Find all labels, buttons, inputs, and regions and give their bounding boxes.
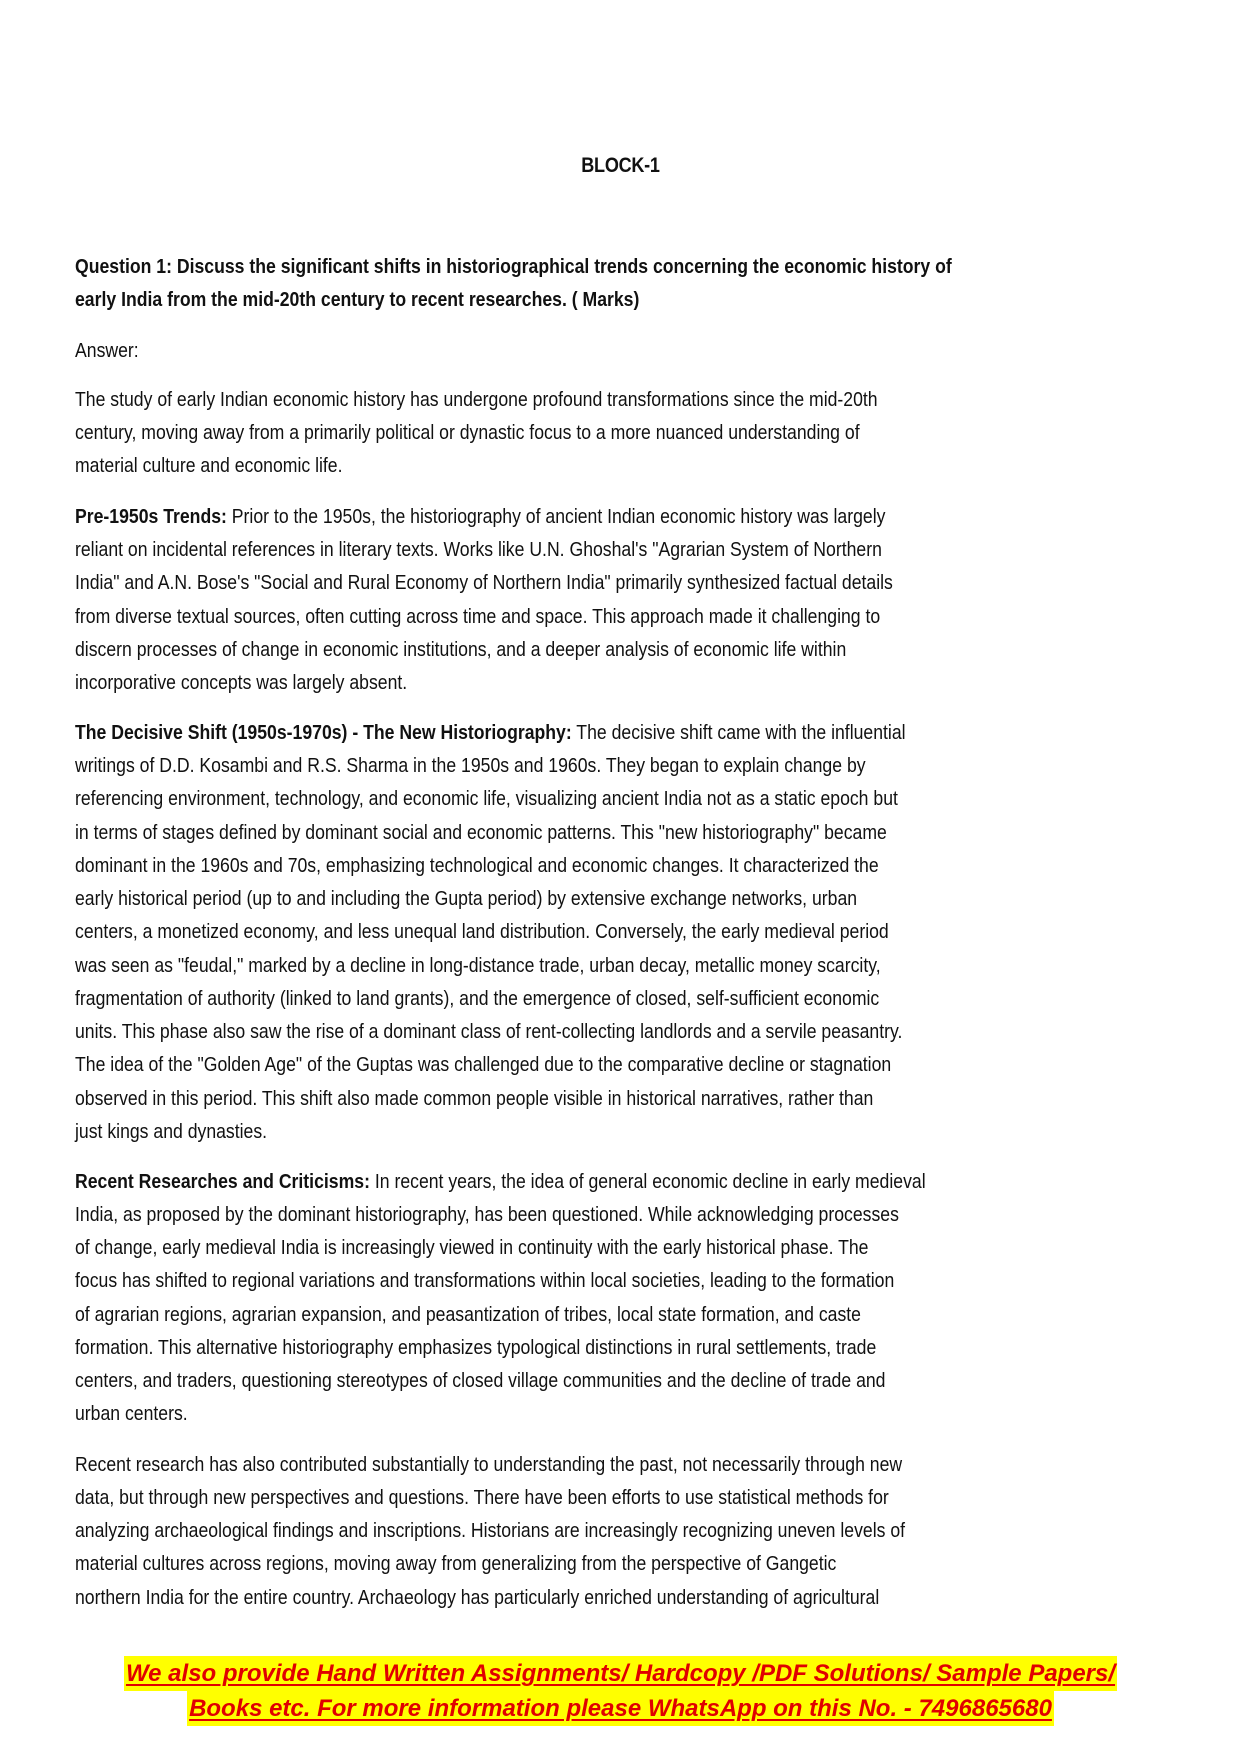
- paragraph-decisive-line: writings of D.D. Kosambi and R.S. Sharma in the 1950s and 1960s. They began to explain change by: [75, 754, 866, 777]
- paragraph-recent-line: of agrarian regions, agrarian expansion, and peasantization of tribes, local state formation, and caste: [75, 1303, 861, 1326]
- paragraph-final-line: northern India for the entire country. Archaeology has particularly enriched understanding of agricultural: [75, 1586, 880, 1609]
- paragraph-decisive-line: just kings and dynasties.: [75, 1120, 268, 1143]
- answer-label: Answer:: [75, 339, 139, 362]
- footer-ad-line-1: [0, 1656, 1241, 1691]
- paragraph-intro-line: material culture and economic life.: [75, 454, 343, 477]
- paragraph-heading: The Decisive Shift (1950s-1970s) - The New Historiography:: [75, 721, 572, 744]
- paragraph-pre1950-line: reliant on incidental references in literary texts. Works like U.N. Ghoshal's "Agrarian System of Northern: [75, 538, 882, 561]
- paragraph-pre1950-line: from diverse textual sources, often cutting across time and space. This approach made it challenging to: [75, 605, 881, 628]
- footer-ad-text: Books etc. For more information please WhatsApp on this No. - 7496865680: [187, 1691, 1054, 1726]
- paragraph-recent-line: centers, and traders, questioning stereotypes of closed village communities and the decline of trade and: [75, 1369, 886, 1392]
- paragraph-pre1950-line: Pre-1950s Trends: Prior to the 1950s, the historiography of ancient Indian economic history was largely: [75, 505, 886, 528]
- paragraph-decisive-line: fragmentation of authority (linked to land grants), and the emergence of closed, self-sufficient economic: [75, 987, 880, 1010]
- paragraph-intro-line: century, moving away from a primarily political or dynastic focus to a more nuanced understanding of: [75, 421, 860, 444]
- paragraph-recent-line: focus has shifted to regional variations and transformations within local societies, leading to the formation: [75, 1269, 895, 1292]
- footer-ad-line-2: [0, 1691, 1241, 1726]
- paragraph-decisive-line: in terms of stages defined by dominant social and economic patterns. This "new historiography" became: [75, 821, 887, 844]
- paragraph-pre1950-line: discern processes of change in economic institutions, and a deeper analysis of economic life within: [75, 638, 847, 661]
- paragraph-recent-line: urban centers.: [75, 1402, 188, 1425]
- paragraph-decisive-line: observed in this period. This shift also made common people visible in historical narratives, rather than: [75, 1087, 874, 1110]
- paragraph-final-line: analyzing archaeological findings and inscriptions. Historians are increasingly recognizing uneven levels of: [75, 1519, 906, 1542]
- question-line-2: early India from the mid-20th century to recent researches. ( Marks): [75, 288, 640, 311]
- paragraph-final-line: material cultures across regions, moving away from generalizing from the perspective of Gangetic: [75, 1552, 837, 1575]
- paragraph-heading: Recent Researches and Criticisms:: [75, 1170, 370, 1193]
- paragraph-recent-line: Recent Researches and Criticisms: In recent years, the idea of general economic decline in early medieval: [75, 1170, 926, 1193]
- paragraph-recent-line: of change, early medieval India is increasingly viewed in continuity with the early historical phase. The: [75, 1236, 869, 1259]
- block-title: BLOCK-1: [581, 154, 660, 177]
- paragraph-decisive-line: units. This phase also saw the rise of a dominant class of rent-collecting landlords and a servile peasantry.: [75, 1020, 903, 1043]
- footer-ad-text: We also provide Hand Written Assignments/ Hardcopy /PDF Solutions/ Sample Papers/: [124, 1656, 1117, 1691]
- paragraph-decisive-line: The Decisive Shift (1950s-1970s) - The New Historiography: The decisive shift came with the influential: [75, 721, 906, 744]
- paragraph-decisive-line: referencing environment, technology, and economic life, visualizing ancient India not as a static epoch but: [75, 787, 898, 810]
- paragraph-decisive-line: dominant in the 1960s and 70s, emphasizing technological and economic changes. It characterized the: [75, 854, 879, 877]
- paragraph-decisive-line: centers, a monetized economy, and less unequal land distribution. Conversely, the early medieval period: [75, 920, 889, 943]
- question-line-1: Question 1: Discuss the significant shifts in historiographical trends concerning the economic history of: [75, 255, 952, 278]
- paragraph-recent-line: formation. This alternative historiography emphasizes typological distinctions in rural settlements, trade: [75, 1336, 877, 1359]
- paragraph-pre1950-line: India" and A.N. Bose's "Social and Rural Economy of Northern India" primarily synthesized factual details: [75, 571, 893, 594]
- paragraph-pre1950-line: incorporative concepts was largely absent.: [75, 671, 408, 694]
- paragraph-final-line: data, but through new perspectives and questions. There have been efforts to use statistical methods for: [75, 1486, 889, 1509]
- paragraph-intro-line: The study of early Indian economic history has undergone profound transformations since the mid-20th: [75, 388, 878, 411]
- paragraph-decisive-line: was seen as "feudal," marked by a decline in long-distance trade, urban decay, metallic money scarcity,: [75, 954, 881, 977]
- paragraph-heading: Pre-1950s Trends:: [75, 505, 227, 528]
- paragraph-decisive-line: The idea of the "Golden Age" of the Guptas was challenged due to the comparative decline or stagnation: [75, 1053, 892, 1076]
- paragraph-final-line: Recent research has also contributed substantially to understanding the past, not necessarily through new: [75, 1453, 903, 1476]
- paragraph-recent-line: India, as proposed by the dominant historiography, has been questioned. While acknowledging processes: [75, 1203, 899, 1226]
- paragraph-decisive-line: early historical period (up to and including the Gupta period) by extensive exchange networks, urban: [75, 887, 858, 910]
